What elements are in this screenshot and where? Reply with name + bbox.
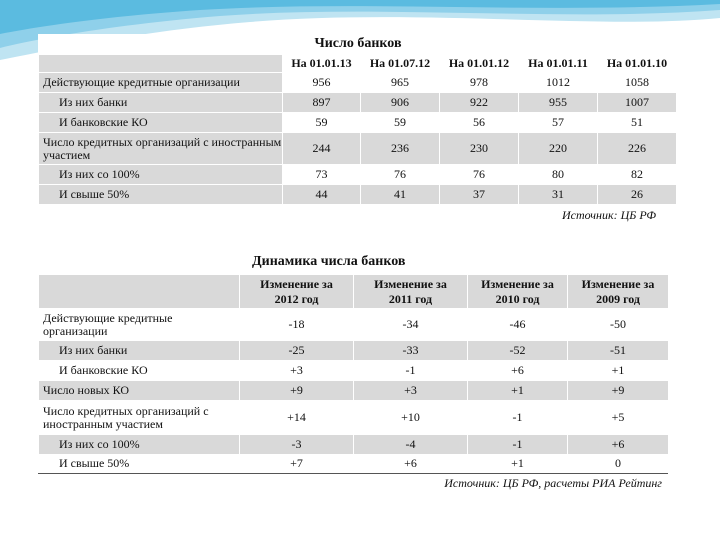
row-label: Действующие кредитные организации <box>39 309 240 341</box>
cell-value: 906 <box>361 93 440 113</box>
table-header-row <box>39 55 677 73</box>
cell-value: +1 <box>468 455 568 473</box>
cell-value: -18 <box>240 309 354 341</box>
row-label: Число новых КО <box>39 381 240 401</box>
cell-value: 80 <box>519 165 598 185</box>
row-label: Действующие кредитные организации <box>39 73 283 93</box>
cell-value: 1058 <box>598 73 677 93</box>
cell-value: -52 <box>468 341 568 361</box>
cell-value: -34 <box>354 309 468 341</box>
table-row <box>39 455 669 473</box>
cell-value: 0 <box>568 455 669 473</box>
cell-value: -33 <box>354 341 468 361</box>
table2-title: Динамика числа банков <box>252 254 406 269</box>
cell-value: 26 <box>598 185 677 205</box>
cell-value: -1 <box>468 401 568 435</box>
cell-value: -51 <box>568 341 669 361</box>
cell-value: 897 <box>283 93 361 113</box>
column-header: На 01.01.12 <box>440 55 519 73</box>
table-row <box>39 73 677 93</box>
table-row <box>39 133 677 165</box>
cell-value: -25 <box>240 341 354 361</box>
column-header: Изменение за 2012 год <box>240 275 354 309</box>
column-header: Изменение за 2010 год <box>468 275 568 309</box>
table1-source: Источник: ЦБ РФ <box>561 208 656 222</box>
cell-value: +6 <box>568 435 669 455</box>
cell-value: -50 <box>568 309 669 341</box>
cell-value: -3 <box>240 435 354 455</box>
cell-value: 44 <box>283 185 361 205</box>
table-row <box>39 361 669 381</box>
cell-value: 41 <box>361 185 440 205</box>
cell-value: 76 <box>361 165 440 185</box>
cell-value: 955 <box>519 93 598 113</box>
cell-value: 59 <box>283 113 361 133</box>
table-row <box>39 401 669 435</box>
bank-dynamics-table <box>38 274 669 473</box>
table-row <box>39 381 669 401</box>
cell-value: 57 <box>519 113 598 133</box>
bank-count-table <box>38 54 677 205</box>
bank-dynamics-panel <box>38 252 678 504</box>
cell-value: 226 <box>598 133 677 165</box>
cell-value: -4 <box>354 435 468 455</box>
cell-value: 922 <box>440 93 519 113</box>
cell-value: 31 <box>519 185 598 205</box>
row-label: Из них банки <box>39 341 240 361</box>
cell-value: +1 <box>468 381 568 401</box>
cell-value: 51 <box>598 113 677 133</box>
cell-value: -46 <box>468 309 568 341</box>
cell-value: +3 <box>354 381 468 401</box>
cell-value: 965 <box>361 73 440 93</box>
cell-value: 56 <box>440 113 519 133</box>
cell-value: 236 <box>361 133 440 165</box>
cell-value: +7 <box>240 455 354 473</box>
table-row <box>39 93 677 113</box>
header-corner <box>39 55 283 73</box>
cell-value: 230 <box>440 133 519 165</box>
cell-value: +6 <box>468 361 568 381</box>
cell-value: 76 <box>440 165 519 185</box>
row-label: И свыше 50% <box>39 185 283 205</box>
cell-value: 73 <box>283 165 361 185</box>
header-corner <box>39 275 240 309</box>
cell-value: 1012 <box>519 73 598 93</box>
cell-value: -1 <box>354 361 468 381</box>
column-header: На 01.07.12 <box>361 55 440 73</box>
row-label: Из них со 100% <box>39 435 240 455</box>
row-label: Из них банки <box>39 93 283 113</box>
cell-value: 37 <box>440 185 519 205</box>
cell-value: +1 <box>568 361 669 381</box>
cell-value: +10 <box>354 401 468 435</box>
table-row <box>39 165 677 185</box>
cell-value: +9 <box>568 381 669 401</box>
bank-count-panel <box>38 34 678 234</box>
cell-value: 1007 <box>598 93 677 113</box>
row-label: Из них со 100% <box>39 165 283 185</box>
column-header: На 01.01.11 <box>519 55 598 73</box>
table-row <box>39 309 669 341</box>
row-label: И свыше 50% <box>39 455 240 473</box>
table-row <box>39 113 677 133</box>
column-header: Изменение за 2009 год <box>568 275 669 309</box>
cell-value: +14 <box>240 401 354 435</box>
table1-title: Число банков <box>314 36 402 51</box>
table-row <box>39 185 677 205</box>
column-header: Изменение за 2011 год <box>354 275 468 309</box>
cell-value: +5 <box>568 401 669 435</box>
row-label: И банковские КО <box>39 361 240 381</box>
row-label: И банковские КО <box>39 113 283 133</box>
table-row <box>39 341 669 361</box>
table2-source: Источник: ЦБ РФ, расчеты РИА Рейтинг <box>444 476 662 490</box>
row-label: Число кредитных организаций с иностранным участием <box>39 133 283 165</box>
cell-value: 59 <box>361 113 440 133</box>
column-header: На 01.01.10 <box>598 55 677 73</box>
table-header-row <box>39 275 669 309</box>
cell-value: -1 <box>468 435 568 455</box>
cell-value: 244 <box>283 133 361 165</box>
table2-bottom-rule <box>38 473 668 474</box>
cell-value: 956 <box>283 73 361 93</box>
cell-value: 220 <box>519 133 598 165</box>
cell-value: +9 <box>240 381 354 401</box>
table-row <box>39 435 669 455</box>
cell-value: 978 <box>440 73 519 93</box>
cell-value: 82 <box>598 165 677 185</box>
column-header: На 01.01.13 <box>283 55 361 73</box>
row-label: Число кредитных организаций с иностранным участием <box>39 401 240 435</box>
cell-value: +6 <box>354 455 468 473</box>
cell-value: +3 <box>240 361 354 381</box>
